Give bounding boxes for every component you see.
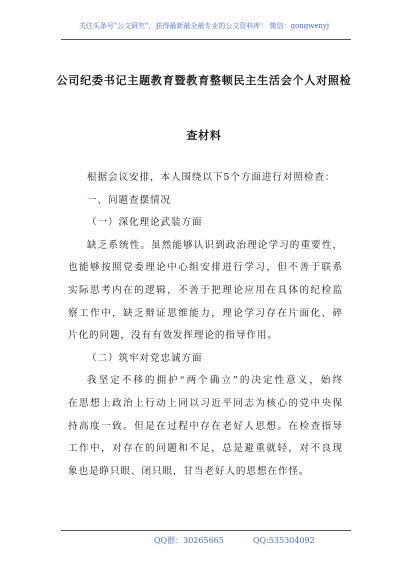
paragraph-line: 实际思考内在的逻辑，不善于把理论应用在具体的纪检监 (68, 285, 343, 296)
document-title: 公司纪委书记主题教育暨教育整顿民主生活会个人对照检 (56, 74, 352, 87)
paragraph-line: 我坚定不移的拥护“两个确立”的决定性意义，始终 (87, 375, 343, 387)
footer-qq-group: QQ群：30265665 (154, 536, 224, 545)
paragraph-line: 也能够按照党委理论中心组安排进行学习，但不善于联系 (68, 262, 343, 274)
subsection-heading: （一）深化理论武装方面 (87, 217, 203, 229)
paragraph-line: 缺乏系统性。虽然能够认识到政治理论学习的重要性， (87, 239, 343, 251)
subsection-heading: （二）筑牢对党忠诚方面 (87, 352, 203, 364)
footer-qq-contact: QQ:535304092 (253, 536, 315, 545)
paragraph-line: 持高度一致。但是在过程中存在老好人思想。在检查指导 (68, 420, 343, 432)
paragraph-line: 片化的问题，没有有效发挥理论的指导作用。 (68, 330, 278, 342)
paragraph-line: 察工作中，缺乏辩证思维能力，理论学习存在片面化、碎 (68, 307, 343, 319)
header-divider (61, 39, 351, 40)
header-banner: 关注头条号"公文研究"，获得最新最全最专业的公文资料库！ 微信：gongwenyj (78, 22, 330, 30)
paragraph-line: 象也是睁只眼、闭只眼，甘当老好人的思想在作怪。 (68, 465, 310, 477)
intro-paragraph: 根据会议安排，本人围绕以下5个方面进行对照检查： (87, 172, 336, 183)
section-heading: 一、问题查摆情况 (87, 194, 171, 206)
paragraph-line: 工作中，对存在的问题和不足，总是避重就轻，对不良现 (68, 443, 343, 455)
footer-divider (61, 530, 351, 531)
document-title-continued: 查材料 (186, 129, 222, 142)
paragraph-line: 在思想上政治上行动上同以习近平同志为核心的党中央保 (68, 398, 343, 409)
